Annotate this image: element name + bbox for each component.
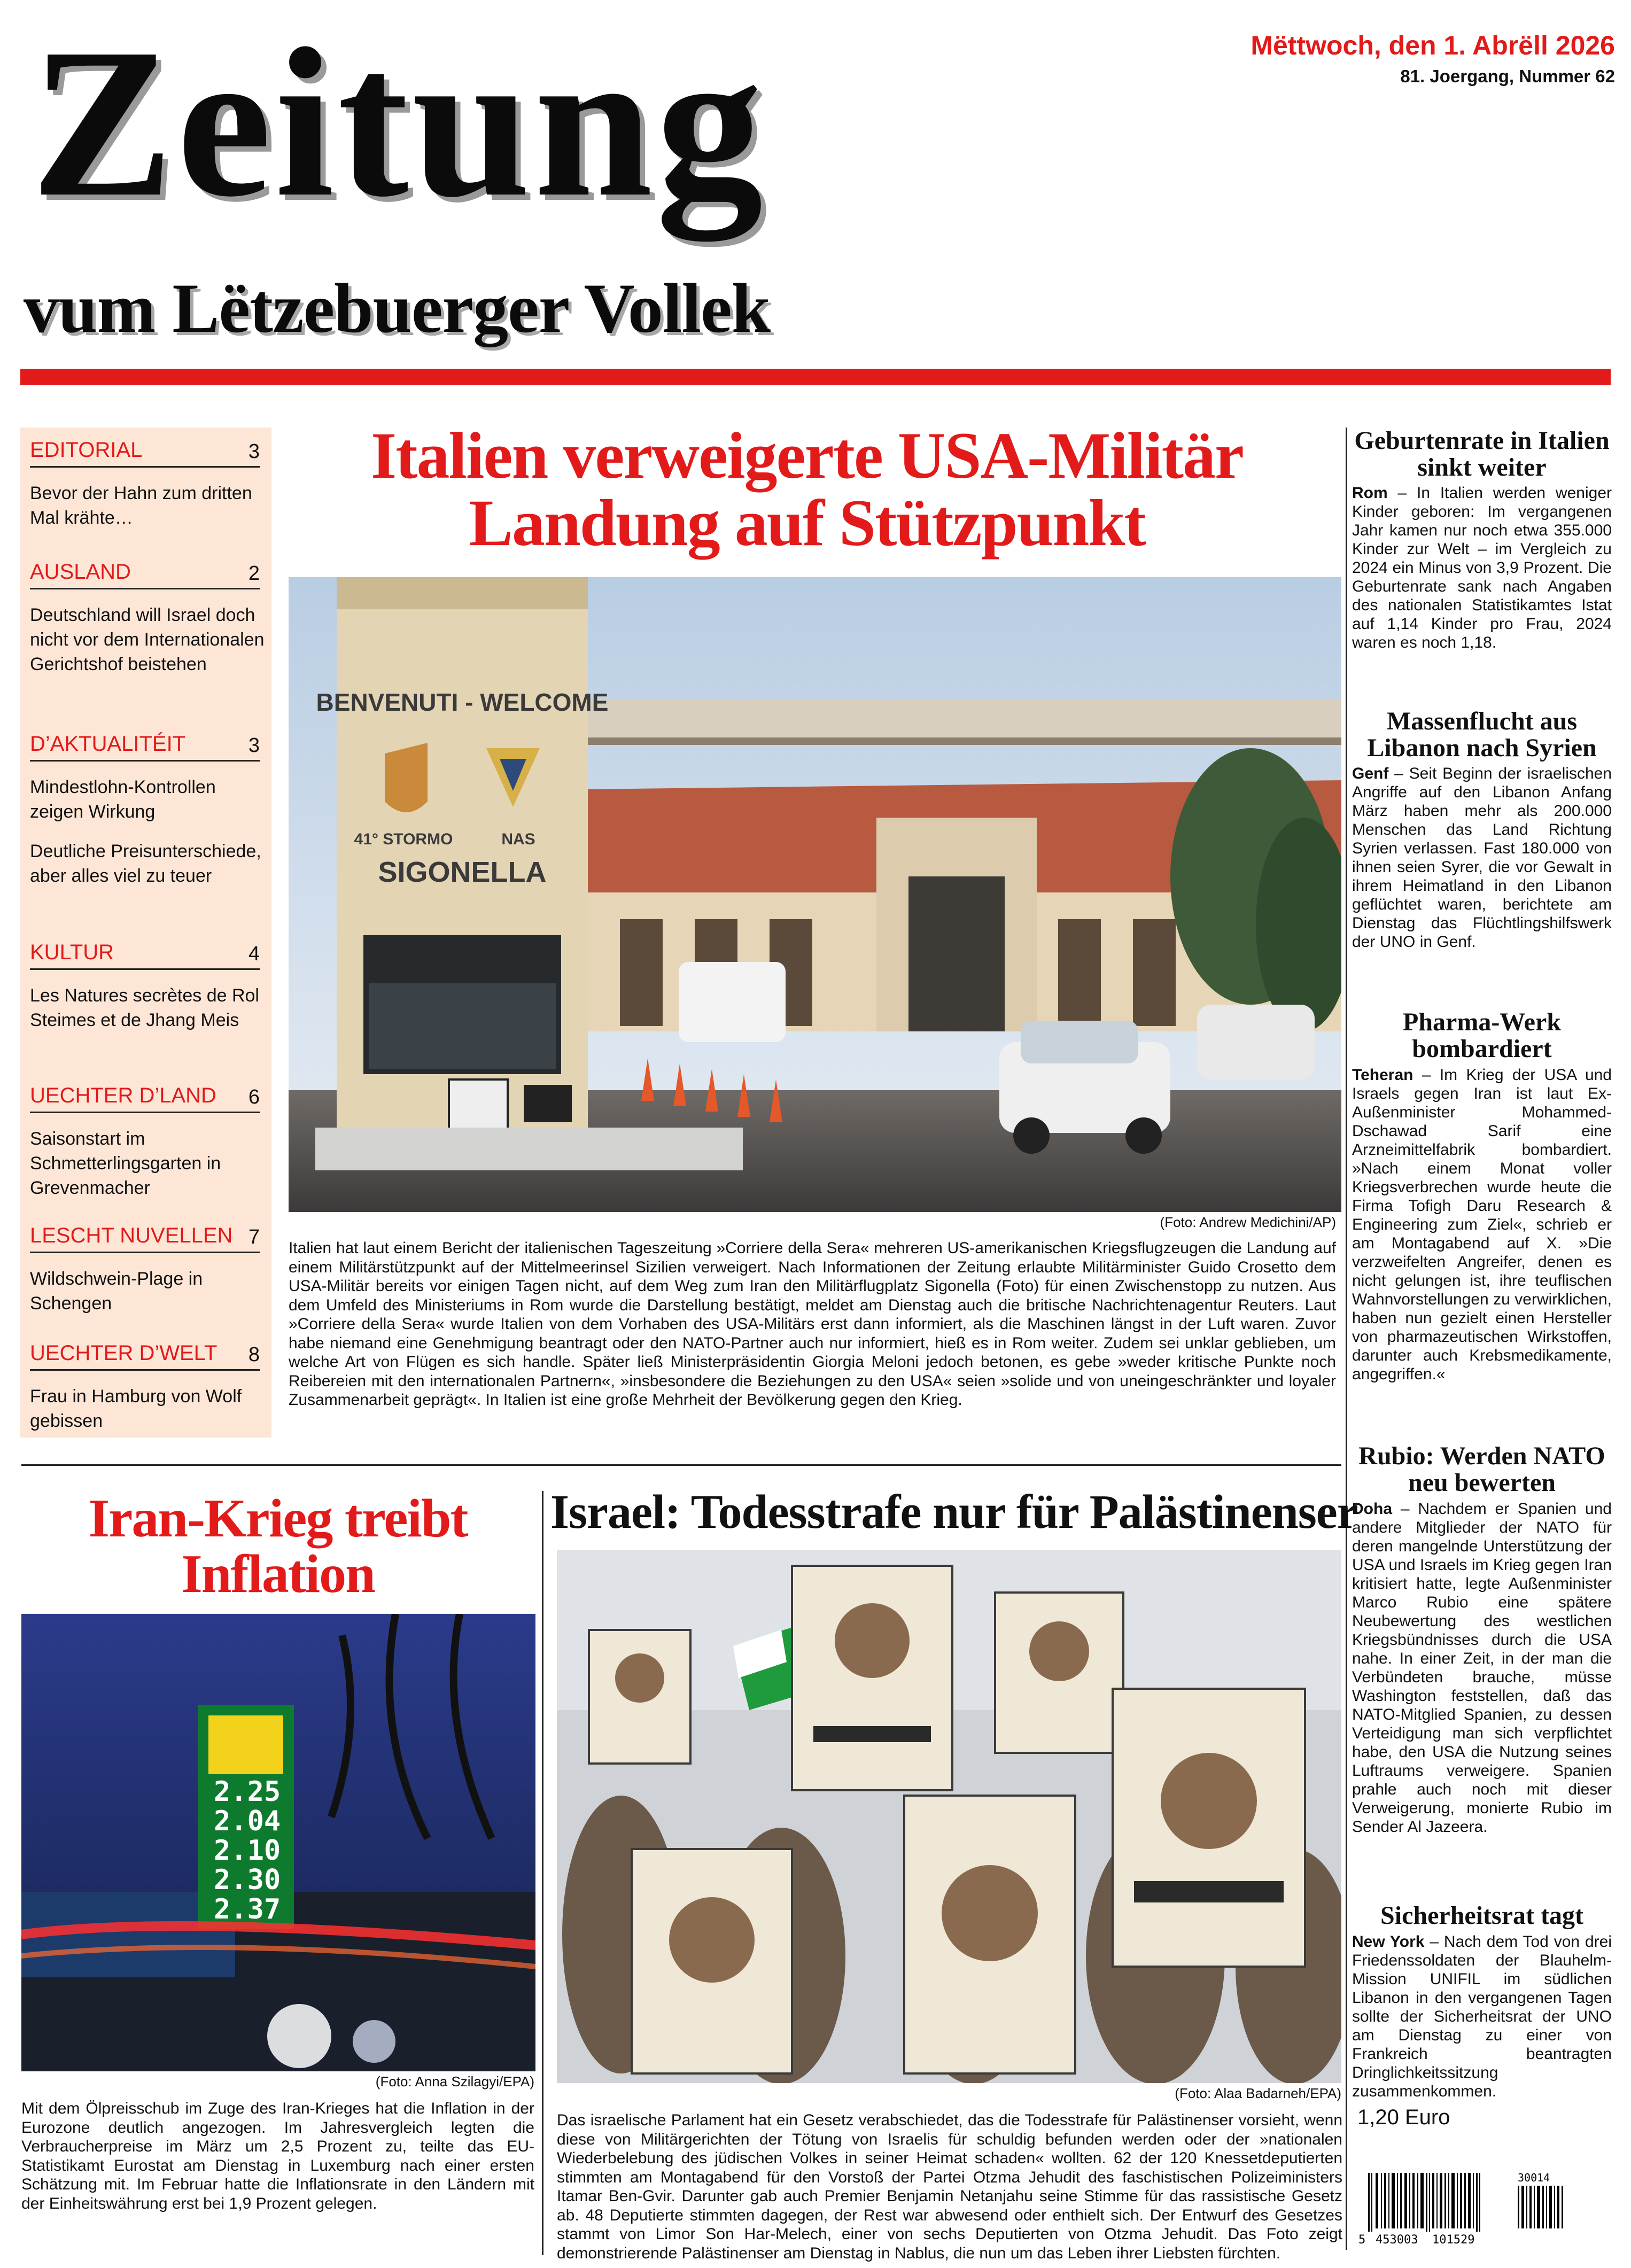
issue-date: Mëttwoch, den 1. Abrëll 2026 — [1251, 30, 1615, 60]
fuel-price: 2.30 — [214, 1864, 281, 1896]
lead-headline-line: Italien verweigerte USA-Militär — [370, 419, 1244, 492]
israel-photo-credit: (Foto: Alaa Badarneh/EPA) — [1175, 2085, 1341, 2101]
index-section-lescht-nuvellen[interactable] — [30, 1224, 260, 1253]
barcode-digits: 453003 — [1376, 2233, 1418, 2247]
sign-base-text: SIGONELLA — [378, 856, 547, 888]
brief-text: – In Italien werden weniger Kinder geboren: Im vergangenen Jahr kamen nur noch etwa 355.000 Kinder zur Welt – im Vergleich zu 2024 ein Minus von 3,9 Prozent. Die Geburtenrate sank nach Angaben des nationalen Statistikamtes Istat auf 1,14 Kinder pro Frau, 2024 waren es noch 1,18. — [1352, 484, 1612, 651]
index-section-label: UECHTER D’LAND — [30, 1084, 216, 1107]
index-section-label: AUSLAND — [30, 560, 131, 584]
index-item[interactable]: Mindestlohn-Kontrollen zeigen Wirkung — [30, 777, 216, 822]
masthead-rule — [20, 369, 1611, 385]
israel-headline[interactable]: Israel: Todesstrafe nur für Palästinenser — [550, 1486, 1358, 1539]
inflation-photo-credit: (Foto: Anna Szilagyi/EPA) — [375, 2073, 534, 2090]
index-page-number: 2 — [248, 562, 260, 585]
brief-headline[interactable]: Rubio: Werden NATO neu bewerten — [1358, 1442, 1605, 1497]
index-item[interactable]: Deutschland will Israel doch nicht vor dem Internationalen Gerichtshof beistehen — [30, 605, 265, 674]
index-item[interactable]: Les Natures secrètes de Rol Steimes et de Jhang Meis — [30, 985, 259, 1030]
inflation-headline[interactable] — [21, 1488, 534, 1604]
sign-nas-text: NAS — [501, 830, 535, 848]
fuel-price: 2.10 — [214, 1835, 281, 1867]
index-section-ausland[interactable] — [30, 560, 260, 589]
index-page-number: 8 — [248, 1343, 260, 1366]
lead-photo-credit: (Foto: Andrew Medichini/AP) — [1160, 1214, 1336, 1230]
brief-text: – Nachdem er Spanien und andere Mitglieder der NATO für deren mangelnde Unterstützung der USA und Israels im Krieg gegen Iran kritisiert hatte, legte Außenminister Marco Rubio eine spätere Neubewertung des westlichen Kriegsbündnisses durch die USA nahe. In einer Zeit, in der man die Verbündeten brauche, müsse Washington feststellen, daß das NATO-Mitglied Spanien, zu dessen Verteidigung man sich verpflichtet habe, den USA die Nutzung seines Luftraums verweigere. Spanien prahle auch noch mit dieser Verweigerung, monierte Rubio im Sender Al Jazeera. — [1352, 1500, 1612, 1836]
brief-body — [1352, 1066, 1612, 1384]
inflation-headline-line: Inflation — [181, 1544, 375, 1604]
brief-text: – Nach dem Tod von drei Friedenssoldaten der Blauhelm-Mission UNIFIL im südlichen Libanon in den vergangenen Tagen sollte der Sicherheitsrat der UNO am Dienstag zu einer von Frankreich beantragten Dringlichkeitssitzung zusammenkommen. — [1352, 1933, 1612, 2100]
barcode-addon: 30014 — [1518, 2171, 1550, 2184]
barcode-digits: 5 — [1358, 2233, 1366, 2247]
index-panel — [20, 428, 271, 1438]
brief-dateline: New York — [1352, 1933, 1425, 1951]
masthead-subtitle: vum Lëtzebuerger Vollek — [24, 269, 771, 347]
brief-headline[interactable]: Geburtenrate in Italien sinkt weiter — [1354, 426, 1610, 481]
barcode — [1357, 2170, 1609, 2250]
index-section-label: D’AKTUALITÉIT — [30, 732, 186, 756]
brief-headline[interactable]: Pharma-Werk bombardiert — [1403, 1008, 1561, 1063]
index-section-uechter-dland[interactable] — [30, 1084, 260, 1113]
brief-headline[interactable]: Massenflucht aus Libanon nach Syrien — [1367, 707, 1597, 762]
israel-photo — [557, 1550, 1341, 2083]
barcode-digits: 101529 — [1432, 2233, 1475, 2247]
masthead-title: Zeitung — [31, 4, 766, 241]
index-item[interactable]: Deutliche Preisunterschiede, aber alles viel zu teuer — [30, 841, 261, 886]
fuel-price: 2.25 — [214, 1776, 281, 1808]
brief-dateline: Rom — [1352, 484, 1388, 502]
index-page-number: 3 — [248, 734, 260, 757]
index-page-number: 4 — [248, 943, 260, 965]
index-page-number: 3 — [248, 440, 260, 463]
israel-body: Das israelische Parlament hat ein Gesetz verabschiedet, das die Todesstrafe für Palästinenser vorsieht, wenn diese von Militärgerichten der Tötung von Israelis für schuldig befunden werden oder der »nationalen Wiederbelebung des jüdischen Volkes in seiner Heimat schaden« wollten. 62 der 120 Knessetdeputierten stimmten am Montagabend für den Vorstoß der Partei Otzma Jehudit des faschistischen Polizeiministers Itamar Ben-Gvir. Darunter gab auch Premier Benjamin Netanjahu seine Stimme für das rassistische Gesetz ab. 48 Deputierte stimmten dagegen, der Rest war abwesend oder enthielt sich. Der Entwurf des Gesetzes stammt von Limor Son Har-Melech, einer von sechs Deputierten von Otzma Jehudit. Das Foto zeigt demonstrierende Palästinenser am Dienstag in Nablus, die nun um das Leben ihrer Liebsten fürchten. — [557, 2111, 1342, 2262]
index-item[interactable]: Saisonstart im Schmetterlingsgarten in Grevenmacher — [30, 1129, 221, 1198]
lead-photo — [289, 577, 1341, 1212]
lead-headline-line: Landung auf Stützpunkt — [469, 486, 1145, 560]
barcode-graphic — [1357, 2170, 1609, 2250]
brief-dateline: Genf — [1352, 765, 1389, 782]
index-section-kultur[interactable] — [30, 941, 260, 970]
index-section-label: KULTUR — [30, 941, 114, 964]
cover-price: 1,20 Euro — [1357, 2106, 1450, 2129]
fuel-price-sign-illustration — [21, 1614, 535, 2071]
sign-welcome-text: BENVENUTI - WELCOME — [316, 688, 609, 716]
column-divider — [1346, 428, 1347, 2250]
index-section-aktualiteit[interactable] — [30, 732, 260, 762]
fuel-price: 2.37 — [214, 1893, 281, 1925]
index-item[interactable]: Wildschwein-Plage in Schengen — [30, 1269, 203, 1314]
index-item[interactable]: Bevor der Hahn zum dritten Mal krähte… — [30, 483, 252, 528]
index-section-editorial[interactable] — [30, 438, 260, 468]
column-divider — [542, 1491, 543, 2255]
index-section-label: UECHTER D’WELT — [30, 1341, 218, 1365]
fuel-price: 2.04 — [214, 1805, 281, 1837]
brief-dateline: Teheran — [1352, 1066, 1413, 1084]
lead-headline[interactable] — [289, 419, 1325, 560]
index-page-number: 7 — [248, 1226, 260, 1248]
brief-headline[interactable]: Sicherheitsrat tagt — [1380, 1901, 1583, 1930]
index-page-number: 6 — [248, 1086, 260, 1108]
brief-dateline: Doha — [1352, 1500, 1392, 1518]
index-section-uechter-dwelt[interactable] — [30, 1341, 260, 1371]
issue-number: 81. Joergang, Nummer 62 — [1400, 66, 1615, 86]
lead-body: Italien hat laut einem Bericht der italienischen Tageszeitung »Corriere della Sera« mehreren US-amerikanischen Kriegsflugzeugen die Landung auf einem Militärstützpunkt auf der Mittelmeerinsel Sizilien verweigert. Nach Informationen der Zeitung erlaubte Militärminister Guido Crosetto dem USA-Militär bereits vor einigen Tagen nicht, auf dem Weg zum Iran den Militärflugplatz Sigonella (Foto) für einen Zwischenstopp zu nutzen. Aus dem Umfeld des Ministeriums in Rom wurde die Darstellung bestätigt, meldet am Dienstag auch die britische Nachrichtenagentur Reuters. Laut »Corriere della Sera« wurde Italien von dem Vorhaben des USA-Militärs erst dann informiert, als die Maschinen längst in der Luft waren. Zuvor habe niemand eine Genehmigung beantragt oder den NATO-Partner auch nur informiert, hieß es in Rom weiter. Zudem sei unklar geblieben, um welche Art von Flügen es sich handle. Später ließ Ministerpräsidentin Giorgia Meloni jedoch betonen, es gebe »weder kritische Punkte noch Reibereien mit den internationalen Partnern«, »insbesondere die Beziehungen zu den USA« seien »solide und von uneingeschränkter und loyaler Zusammenarbeit geprägt«. In Italien ist eine große Mehrheit der Bevölkerung gegen den Krieg. — [289, 1239, 1336, 1409]
inflation-body: Mit dem Ölpreisschub im Zuge des Iran-Krieges hat die Inflation in der Eurozone deutlich angezogen. Im Jahresvergleich legten die Verbraucherpreise im März um 2,5 Prozent zu, teilte das EU-Statistikamt Eurostat am Dienstag in Luxemburg nach einer ersten Schätzung mit. Im Februar hatte die Inflationsrate in den Ländern mit der Einheitswährung erst bei 1,9 Prozent gelegen. — [21, 2100, 534, 2212]
brief-body — [1352, 484, 1612, 652]
protest-crowd-illustration — [557, 1550, 1341, 2083]
index-section-label: LESCHT NUVELLEN — [30, 1224, 233, 1247]
sigonella-gate-illustration — [289, 577, 1341, 1212]
brief-body — [1352, 1932, 1612, 2101]
brief-body — [1352, 1500, 1612, 1836]
brief-body — [1352, 764, 1612, 951]
inflation-photo — [21, 1614, 535, 2071]
brief-text: – Im Krieg der USA und Israels gegen Iran ist laut Ex-Außenminister Mohammed-Dschawad Sarif eine Arzneimittelfabrik bombardiert. »Nach einem Monat voller Kriegsverbrechen wurde heute die Firma Tofigh Daru Research & Engineering zum Ziel«, schrieb er am Montagabend auf X. »Die verzweifelten Angreifer, denen es nicht gelungen ist, ihre teuflischen Wahnvorstellungen zu verwirklichen, haben nun gezielt einen Hersteller von pharmazeutischen Wirkstoffen, darunter auch Krebsmedikamente, angegriffen.« — [1352, 1066, 1612, 1383]
brief-text: – Seit Beginn der israelischen Angriffe auf den Libanon Anfang März haben mehr als 200.000 Menschen das Land Richtung Syrien verlassen. Fast 180.000 von ihnen seien Syrer, die vor Gewalt in ihrem Heimatland in den Libanon geflüchtet waren, berichtete am Dienstag das Flüchtlingshilfswerk der UNO in Genf. — [1352, 765, 1612, 951]
sign-unit-text: 41° STORMO — [354, 830, 453, 848]
section-divider — [21, 1464, 1341, 1466]
index-section-label: EDITORIAL — [30, 438, 143, 462]
inflation-headline-line: Iran-Krieg treibt — [88, 1488, 468, 1549]
index-item[interactable]: Frau in Hamburg von Wolf gebissen — [30, 1386, 242, 1431]
